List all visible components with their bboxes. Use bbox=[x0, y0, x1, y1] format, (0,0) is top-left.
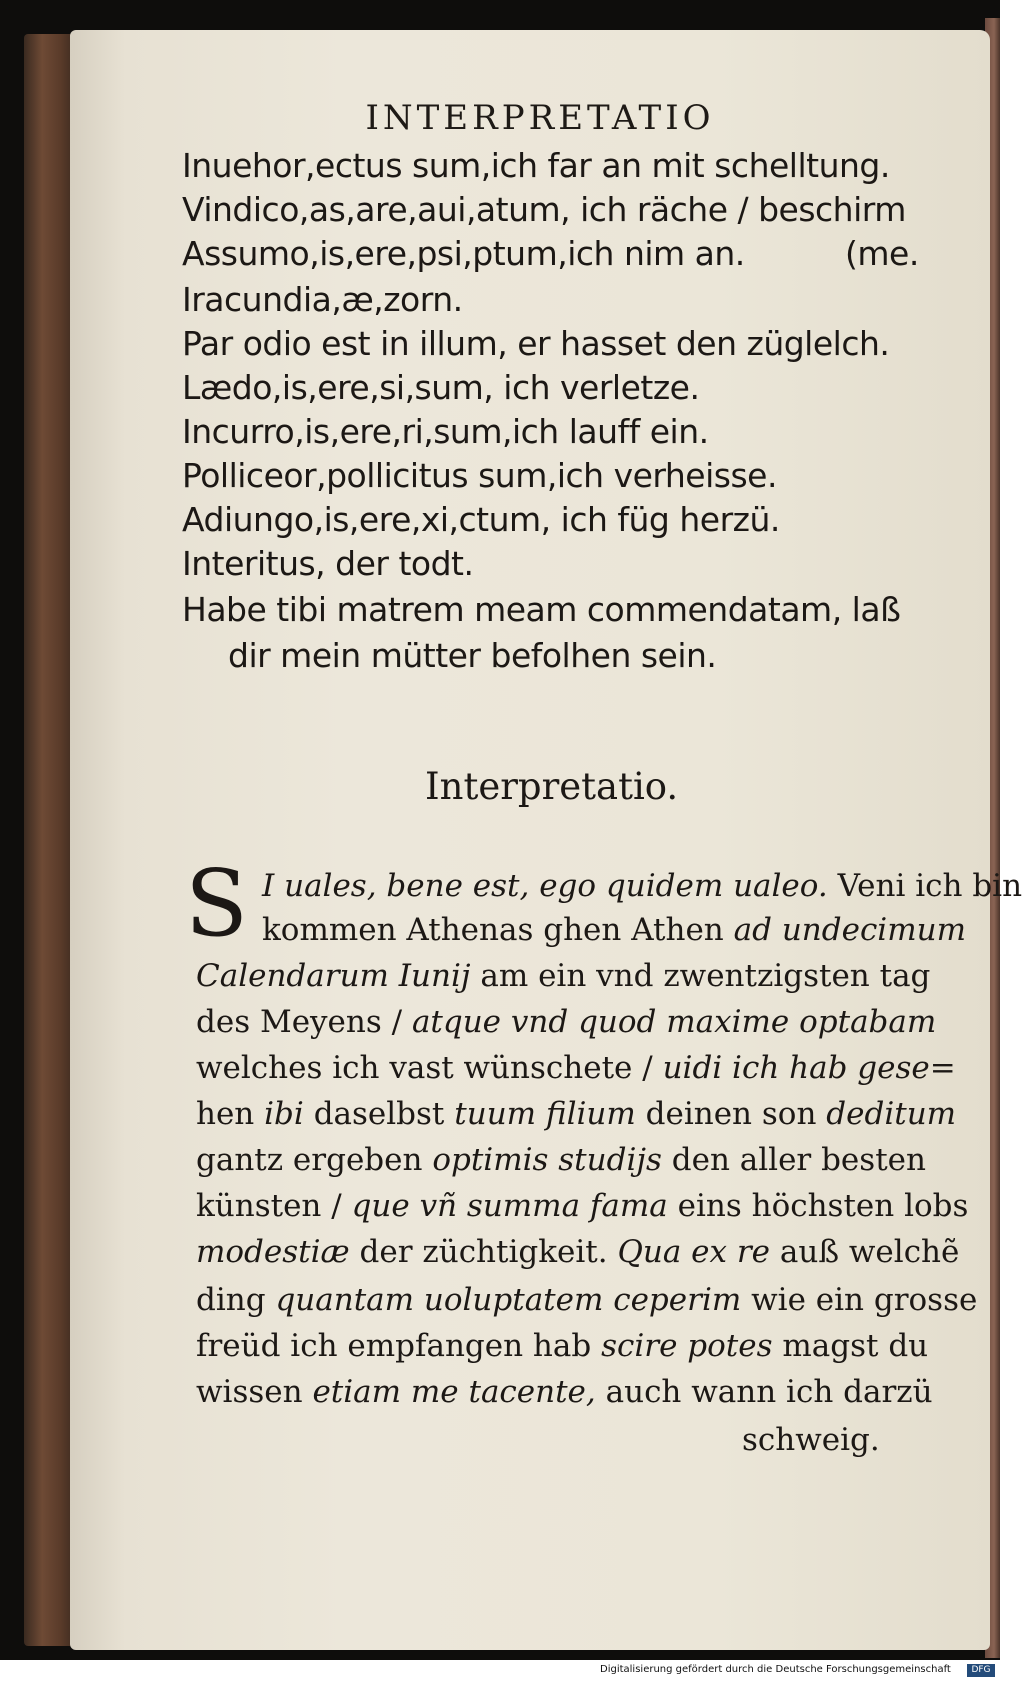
latin-phrase: tuum filium bbox=[454, 1096, 636, 1132]
latin-phrase: modestiæ bbox=[196, 1234, 350, 1270]
latin-phrase: Calendarum Iunij bbox=[196, 958, 471, 994]
text-line bbox=[196, 958, 930, 994]
german-phrase: eins höchsten lobs bbox=[677, 1188, 969, 1224]
latin-phrase: quantam uoluptatem ceperim bbox=[275, 1282, 742, 1318]
vocab-line: dir mein mütter befolhen sein. bbox=[228, 636, 717, 675]
vocab-line: Polliceor,pollicitus sum,ich verheisse. bbox=[182, 456, 777, 495]
text-line bbox=[262, 868, 1022, 904]
latin-phrase: etiam me tacente, bbox=[312, 1374, 596, 1410]
running-head: INTERPRETATIO bbox=[365, 98, 715, 138]
vocab-line: Adiungo,is,ere,xi,ctum, ich füg herzü. bbox=[182, 500, 780, 539]
vocab-line: Vindico,as,are,aui,atum, ich räche / beschirm bbox=[182, 190, 906, 229]
german-phrase: gantz ergeben bbox=[196, 1142, 423, 1178]
latin-phrase: scire potes bbox=[601, 1328, 773, 1364]
vocab-line: Iracundia,æ,zorn. bbox=[182, 280, 463, 319]
latin-phrase: I uales, bene est, ego quidem ualeo. bbox=[262, 868, 828, 904]
german-phrase: künsten / bbox=[196, 1188, 342, 1224]
german-phrase: des Meyens / bbox=[196, 1004, 403, 1040]
german-phrase: der züchtigkeit. bbox=[359, 1234, 608, 1270]
german-phrase: magst du bbox=[782, 1328, 929, 1364]
german-phrase: den aller besten bbox=[671, 1142, 926, 1178]
drop-cap: S bbox=[185, 850, 249, 957]
text-line bbox=[196, 1234, 959, 1270]
vocab-line: Incurro,is,ere,ri,sum,ich lauff ein. bbox=[182, 412, 709, 451]
text-line bbox=[262, 912, 966, 948]
text-line bbox=[742, 1422, 880, 1458]
text-line bbox=[196, 1282, 977, 1318]
latin-phrase: ad undecimum bbox=[733, 912, 966, 948]
digitization-credit: Digitalisierung gefördert durch die Deutsche Forschungsgemeinschaft bbox=[600, 1664, 951, 1675]
german-phrase: auch wann ich darzü bbox=[605, 1374, 933, 1410]
german-phrase: hen bbox=[196, 1096, 255, 1132]
german-phrase: daselbst bbox=[313, 1096, 445, 1132]
text-line bbox=[196, 1374, 933, 1410]
german-phrase: am ein vnd zwentzigsten tag bbox=[480, 958, 931, 994]
dfg-logo: DFG bbox=[967, 1664, 995, 1677]
latin-phrase: ibi bbox=[264, 1096, 304, 1132]
book-spine bbox=[24, 34, 76, 1646]
text-line bbox=[196, 1004, 936, 1040]
latin-phrase: Qua ex re bbox=[617, 1234, 771, 1270]
vocab-line: Interitus, der todt. bbox=[182, 544, 474, 583]
section-heading: Interpretatio. bbox=[425, 765, 679, 808]
vocab-line: Inuehor,ectus sum,ich far an mit schelltung. bbox=[182, 146, 890, 185]
text-line bbox=[196, 1188, 968, 1224]
german-phrase: wie ein grosse bbox=[751, 1282, 978, 1318]
german-phrase: ding bbox=[196, 1282, 266, 1318]
german-phrase: freüd ich empfangen hab bbox=[196, 1328, 592, 1364]
text-line bbox=[196, 1328, 928, 1364]
vocab-line: Habe tibi matrem meam commendatam, laß bbox=[182, 590, 901, 629]
text-line bbox=[196, 1050, 956, 1086]
german-phrase: wissen bbox=[196, 1374, 303, 1410]
latin-phrase: deditum bbox=[826, 1096, 957, 1132]
german-phrase: auß welchẽ bbox=[779, 1234, 960, 1270]
german-phrase: welches ich vast wünschete / bbox=[196, 1050, 653, 1086]
latin-phrase: uidi ich hab gese= bbox=[662, 1050, 956, 1086]
text-line bbox=[196, 1142, 926, 1178]
vocab-line-suffix: (me. bbox=[845, 234, 919, 273]
latin-phrase: atque vnd quod maxime optabam bbox=[411, 1004, 937, 1040]
text-line bbox=[196, 1096, 956, 1132]
vocab-line: Lædo,is,ere,si,sum, ich verletze. bbox=[182, 368, 700, 407]
german-phrase: Veni ich bin bbox=[837, 868, 1022, 904]
latin-phrase: que vñ summa fama bbox=[351, 1188, 668, 1224]
vocab-line: Par odio est in illum, er hasset den züglelch. bbox=[182, 324, 890, 363]
vocab-line: Assumo,is,ere,psi,ptum,ich nim an. bbox=[182, 234, 745, 273]
german-phrase: deinen son bbox=[645, 1096, 817, 1132]
german-phrase: schweig. bbox=[742, 1422, 880, 1458]
latin-phrase: optimis studijs bbox=[432, 1142, 662, 1178]
german-phrase: kommen Athenas ghen Athen bbox=[262, 912, 724, 948]
